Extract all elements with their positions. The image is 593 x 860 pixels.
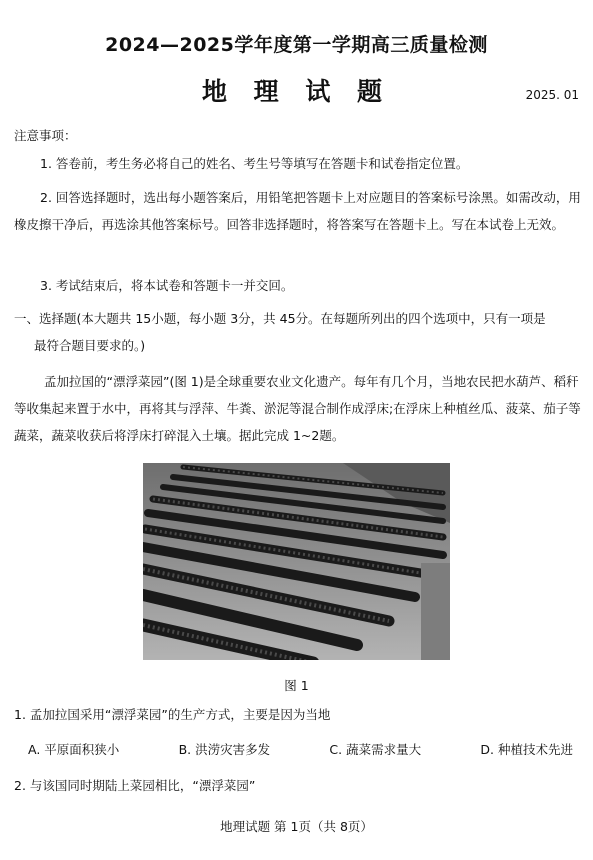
question-stem: 孟加拉国的“漂浮菜园”(图 1)是全球重要农业文化遗产。每年有几个月，当地农民把水葫芦、稻秆等收集起来置于水中，再将其与浮萍、牛粪、淤泥等混合制作成浮床;在浮床上种植丝瓜、菠菜、茄子等蔬菜，蔬菜收获后将浮床打碎混入土壤。据此完成 1~2题。 <box>14 374 581 443</box>
section-heading-line-2: 最符合题目要求的。) <box>34 338 146 353</box>
notice-heading: 注意事项： <box>14 128 77 143</box>
option-a: A. 平原面积狭小 <box>28 742 120 757</box>
question-1-options <box>28 740 573 758</box>
notice-item-1: 1. 答卷前，考生务必将自己的姓名、考生号等填写在答题卡和试卷指定位置。 <box>40 156 469 171</box>
notice-item-3: 3. 考试结束后，将本试卷和答题卡一并交回。 <box>40 278 294 293</box>
exam-date: 2025. 01 <box>525 88 579 102</box>
figure-caption: 图 1 <box>284 678 309 693</box>
floating-garden-illustration <box>143 463 450 660</box>
question-1: 1. 孟加拉国采用“漂浮菜园”的生产方式，主要是因为当地 <box>14 707 331 722</box>
page-footer: 地理试题 第 1页（共 8页） <box>220 819 373 834</box>
exam-title: 2024—2025学年度第一学期高三质量检测 <box>105 34 488 56</box>
notice-item-2: 2. 回答选择题时，选出每小题答案后，用铅笔把答题卡上对应题目的答案标号涂黑。如需改动，用橡皮擦干净后，再选涂其他答案标号。回答非选择题时，将答案写在答题卡上。写在本试卷上无效。 <box>14 190 581 232</box>
section-heading <box>14 305 582 359</box>
option-c: C. 蔬菜需求量大 <box>329 742 422 757</box>
option-d: D. 种植技术先进 <box>480 742 573 757</box>
subject-title: 地 理 试 题 <box>201 77 392 106</box>
option-b: B. 洪涝灾害多发 <box>178 742 271 757</box>
section-heading-line-1: 一、选择题(本大题共 15小题，每小题 3分，共 45分。在每题所列出的四个选项中，只有一项是 <box>14 311 546 326</box>
floating-garden-photo <box>143 463 450 660</box>
question-2: 2. 与该国同时期陆上菜园相比，“漂浮菜园” <box>14 778 256 793</box>
